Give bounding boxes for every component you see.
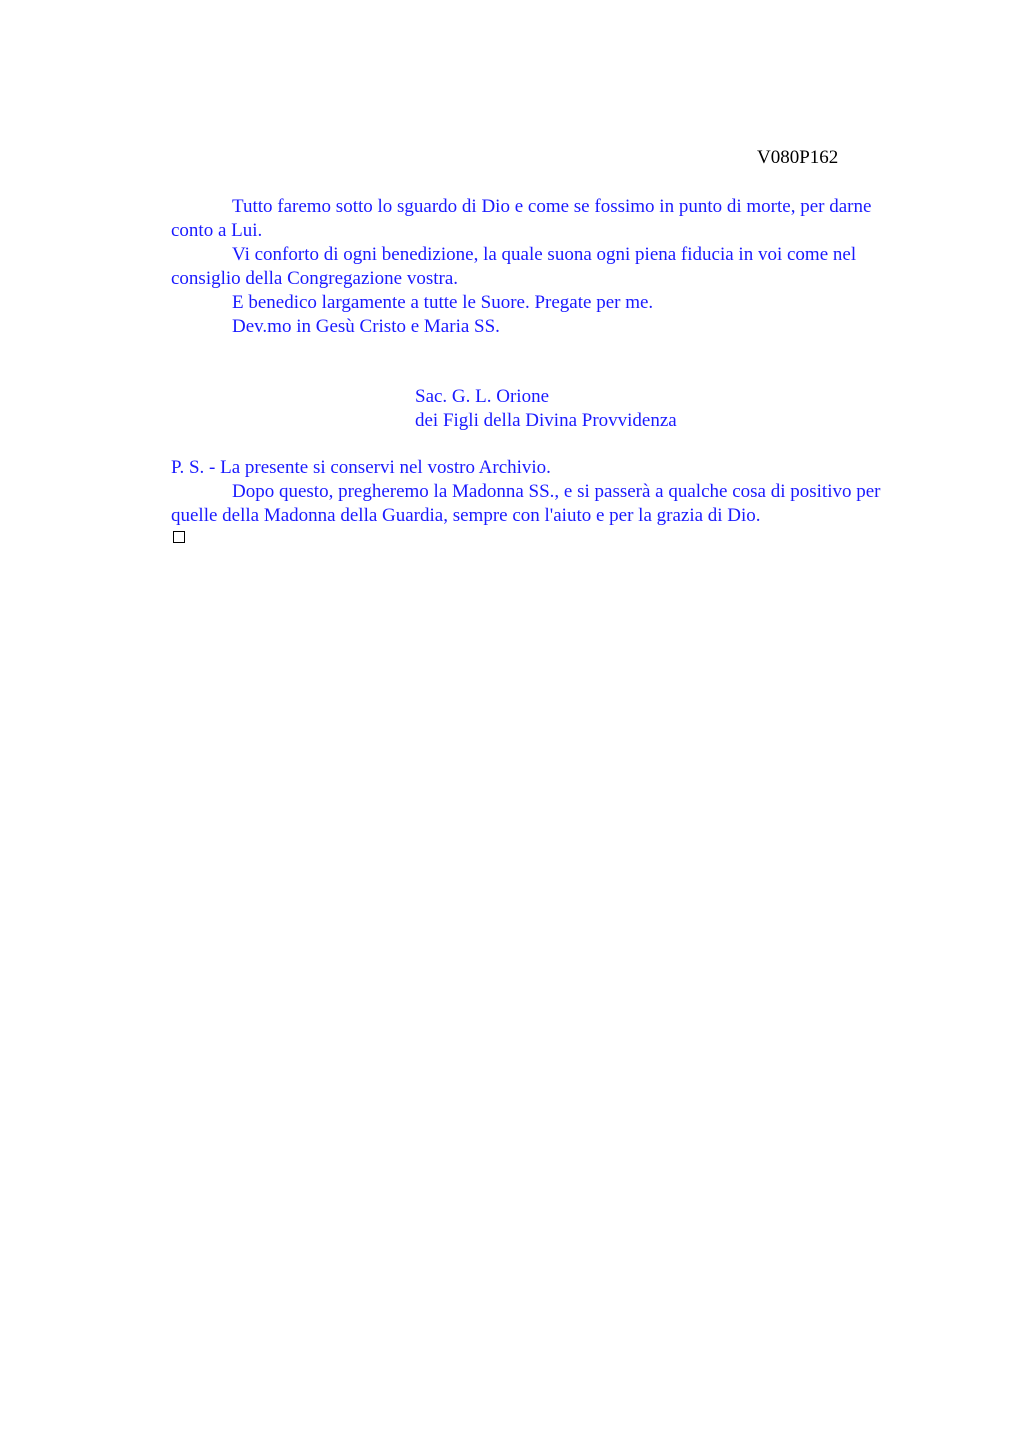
signature-block [415,385,677,433]
page-id: V080P162 [757,147,839,168]
paragraph: Tutto faremo sotto lo sguardo di Dio e come se fossimo in punto di morte, per darne conto a Lui. [171,196,872,241]
signature-title: dei Figli della Divina Provvidenza [415,410,677,431]
paragraph: Vi conforto di ogni benedizione, la quale suona ogni piena fiducia in voi come nel consiglio della Congregazione vostra. [171,244,857,289]
postscript [171,456,916,528]
postscript-first-line: P. S. - La presente si conservi nel vostro Archivio. [171,457,551,478]
paragraph: Dev.mo in Gesù Cristo e Maria SS. [232,316,500,337]
empty-square-icon [173,531,185,543]
letter-body [171,195,916,339]
paragraph: E benedico largamente a tutte le Suore. Pregate per me. [232,292,654,313]
postscript-paragraph: Dopo questo, pregheremo la Madonna SS., e si passerà a qualche cosa di positivo per quelle della Madonna della Guardia, sempre con l'aiuto e per la grazia di Dio. [171,481,881,526]
signature-name: Sac. G. L. Orione [415,386,550,407]
